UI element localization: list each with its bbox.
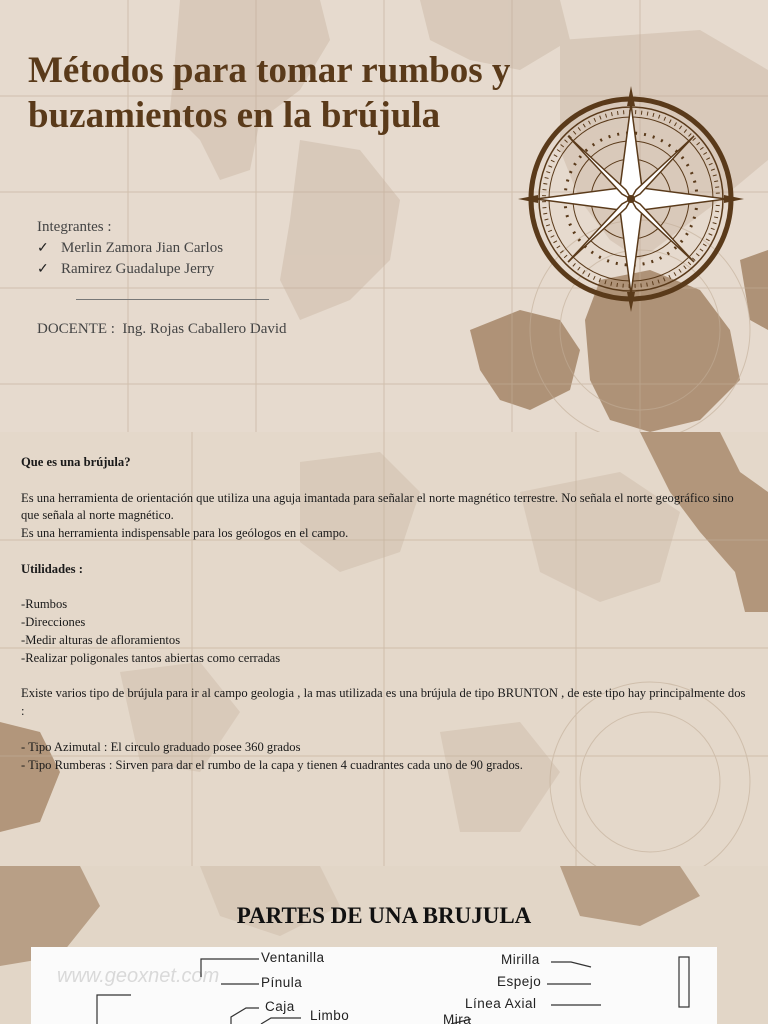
label-ventanilla: Ventanilla [261,950,325,965]
question-heading: Que es una brújula? [21,455,131,469]
list-item: -Medir alturas de afloramientos [21,632,181,647]
watermark: www.geoxnet.com [57,965,220,987]
label-linea-axial: Línea Axial [465,996,537,1011]
types-intro-paragraph: Existe varios tipo de brújula para ir al campo geologia , la mas utilizada es una brújula de tipo BRUNTON , de este tipo hay principalmente dos : [21,686,746,719]
checkmark-icon: ✓ [37,262,49,277]
label-mirilla: Mirilla [501,952,540,967]
divider-line [76,299,269,300]
list-item: -Realizar poligonales tantos abiertas como cerradas [21,650,281,665]
member-name: Merlin Zamora Jian Carlos [61,240,224,256]
checkmark-icon: ✓ [37,241,49,256]
page-title: Métodos para tomar rumbos y buzamientos en la brújula [28,50,511,136]
member-name: Ramirez Guadalupe Jerry [61,261,215,277]
compass-rose-icon [518,86,744,312]
label-limbo: Limbo [310,1008,350,1023]
compass-parts-diagram [31,947,717,1024]
title-slide [0,0,768,432]
member-item [37,238,223,259]
list-item: -Direcciones [21,615,86,630]
label-pinula: Pínula [261,975,303,990]
text-body [21,454,749,774]
diagram-title: PARTES DE UNA BRUJULA [236,903,532,928]
teacher-line: DOCENTE : Ing. Rojas Caballero David [37,321,287,337]
definition-paragraph: Es una herramienta de orientación que utiliza una aguja imantada para señalar el norte magnético terrestre. No señala el norte geográfico sino que señala al norte magnético. [21,490,734,523]
list-item: - Tipo Azimutal : El circulo graduado posee 360 grados [21,739,301,754]
label-espejo: Espejo [497,974,542,989]
diagram-lines [31,947,717,1024]
content-slide [0,432,768,866]
members-block [37,217,223,280]
list-item: -Rumbos [21,597,68,612]
label-mira: Mira [443,1012,472,1024]
label-caja: Caja [265,999,295,1014]
members-label: Integrantes : [37,219,112,235]
diagram-slide [0,866,768,1024]
member-item [37,259,223,280]
definition-paragraph: Es una herramienta indispensable para los geólogos en el campo. [21,526,349,541]
uses-heading: Utilidades : [21,561,83,576]
list-item: - Tipo Rumberas : Sirven para dar el rumbo de la capa y tienen 4 cuadrantes cada uno de 90 grados. [21,757,523,772]
